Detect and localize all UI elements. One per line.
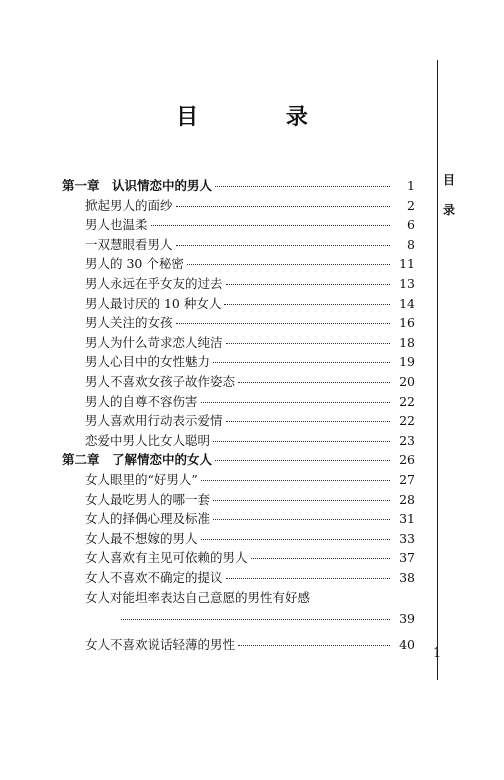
toc-page-number: 22 — [399, 413, 415, 429]
toc-leader-dots — [176, 206, 390, 207]
toc-entry[interactable] — [85, 588, 415, 606]
toc-leader-dots — [251, 558, 390, 559]
toc-leader-dots — [226, 421, 390, 422]
toc-page-number: 14 — [399, 295, 415, 311]
folio-page-number: 1 — [433, 646, 442, 661]
toc-entry-label: 男人为什么苛求恋人纯洁 — [85, 334, 223, 350]
toc-page-number: 16 — [399, 315, 415, 331]
toc-entry[interactable] — [85, 490, 415, 508]
toc-entry-label: 女人的择偶心理及标准 — [85, 511, 211, 527]
toc-entry-label: 一双慧眼看男人 — [85, 236, 173, 252]
toc-page-number: 40 — [399, 636, 415, 652]
toc-entry-label: 男人永远在乎女友的过去 — [85, 276, 223, 291]
toc-entry-label: 女人最不想嫁的男人 — [85, 530, 198, 546]
toc-leader-dots — [213, 500, 390, 501]
toc-leader-dots — [238, 382, 390, 383]
toc-entry-continuation[interactable] — [118, 611, 415, 629]
toc-entry[interactable] — [85, 352, 415, 370]
toc-entry-label: 男人不喜欢女孩子故作姿态 — [85, 374, 236, 389]
toc-leader-dots — [226, 284, 390, 285]
toc-leader-dots — [151, 225, 390, 226]
toc-entry-label: 女人喜欢有主见可依赖的男人 — [85, 550, 248, 566]
running-header-char: 目 — [443, 173, 456, 187]
margin-rule — [437, 60, 438, 680]
toc-entry[interactable] — [85, 411, 415, 429]
toc-leader-dots — [213, 519, 390, 520]
toc-chapter-label: 第二章 了解情恋中的女人 — [62, 452, 213, 468]
toc-page-number: 1 — [407, 178, 415, 193]
toc-entry[interactable] — [85, 568, 415, 586]
toc-page-number: 33 — [399, 530, 415, 546]
toc-entry-label: 恋爱中男人比女人聪明 — [85, 432, 211, 448]
toc-entry-label: 男人的自尊不容伤害 — [85, 393, 198, 409]
toc-entry-label: 掀起男人的面纱 — [85, 197, 173, 213]
toc-leader-dots — [121, 619, 390, 620]
running-header-char: 录 — [443, 203, 456, 217]
toc-page-number: 19 — [399, 354, 415, 370]
toc-page-number: 6 — [407, 217, 415, 233]
toc-entry[interactable] — [85, 509, 415, 527]
toc-page-number: 38 — [399, 570, 415, 585]
toc-leader-dots — [226, 343, 390, 344]
toc-leader-dots — [226, 578, 390, 579]
toc-page-number: 39 — [399, 611, 415, 627]
toc-leader-dots — [224, 304, 390, 305]
toc-page-number: 28 — [399, 491, 415, 507]
running-header — [443, 165, 459, 225]
toc-leader-dots — [215, 186, 390, 187]
toc-page-number: 26 — [399, 452, 415, 468]
toc-page-number: 8 — [407, 236, 415, 252]
toc-leader-dots — [238, 645, 390, 646]
toc-leader-dots — [201, 539, 390, 540]
toc-entry-label: 男人喜欢用行动表示爱情 — [85, 413, 223, 429]
toc-leader-dots — [187, 264, 390, 265]
toc-entry-label: 女人不喜欢说话轻薄的男性 — [85, 636, 236, 652]
toc-entry[interactable] — [85, 392, 415, 410]
toc-page-number: 2 — [407, 197, 415, 213]
toc-page-number: 27 — [399, 472, 415, 487]
toc-page-number: 37 — [399, 550, 415, 566]
toc-leader-dots — [201, 402, 390, 403]
toc-chapter[interactable] — [62, 176, 415, 194]
toc-page-number: 20 — [399, 374, 415, 389]
toc-entry[interactable] — [85, 431, 415, 449]
toc-chapter[interactable] — [62, 450, 415, 468]
toc-entry-label: 男人最讨厌的 10 种女人 — [85, 295, 222, 311]
toc-entry-label: 男人的 30 个秘密 — [85, 256, 184, 272]
toc-page-number: 13 — [399, 276, 415, 291]
toc-page-number: 18 — [399, 334, 415, 350]
toc-entry[interactable] — [85, 529, 415, 547]
page-title: 目 录 — [176, 105, 348, 130]
toc-entry[interactable] — [85, 215, 415, 233]
toc-page-number: 22 — [399, 393, 415, 409]
toc-entry-label: 女人眼里的“好男人” — [85, 472, 198, 487]
toc-leader-dots — [176, 323, 390, 324]
toc-entry[interactable] — [85, 274, 415, 292]
toc-chapter-label: 第一章 认识情恋中的男人 — [62, 178, 213, 193]
toc-leader-dots — [201, 480, 390, 481]
toc-entry-label: 女人不喜欢不确定的提议 — [85, 570, 223, 585]
toc-entry-label: 女人对能坦率表达自己意愿的男性有好感 — [85, 589, 311, 605]
toc-entry-label: 男人也温柔 — [85, 217, 148, 233]
toc-entry-label: 男人关注的女孩 — [85, 315, 173, 331]
toc-entry[interactable] — [85, 548, 415, 566]
toc-leader-dots — [176, 245, 390, 246]
toc-leader-dots — [213, 362, 390, 363]
toc-page-number: 11 — [399, 256, 415, 272]
toc-page-number: 31 — [399, 511, 415, 527]
toc-page-number: 23 — [399, 432, 415, 448]
toc-entry[interactable] — [85, 294, 415, 312]
toc-entry[interactable] — [85, 196, 415, 214]
toc-entry[interactable] — [85, 254, 415, 272]
toc-entry[interactable] — [85, 470, 415, 488]
toc-entry[interactable] — [85, 313, 415, 331]
toc-entry[interactable] — [85, 372, 415, 390]
toc-entry[interactable] — [85, 235, 415, 253]
toc-entry[interactable] — [85, 635, 415, 653]
toc-leader-dots — [213, 441, 390, 442]
toc-entry-label: 女人最吃男人的哪一套 — [85, 491, 211, 507]
toc-entry-label: 男人心目中的女性魅力 — [85, 354, 211, 370]
toc-entry[interactable] — [85, 333, 415, 351]
toc-leader-dots — [215, 460, 390, 461]
